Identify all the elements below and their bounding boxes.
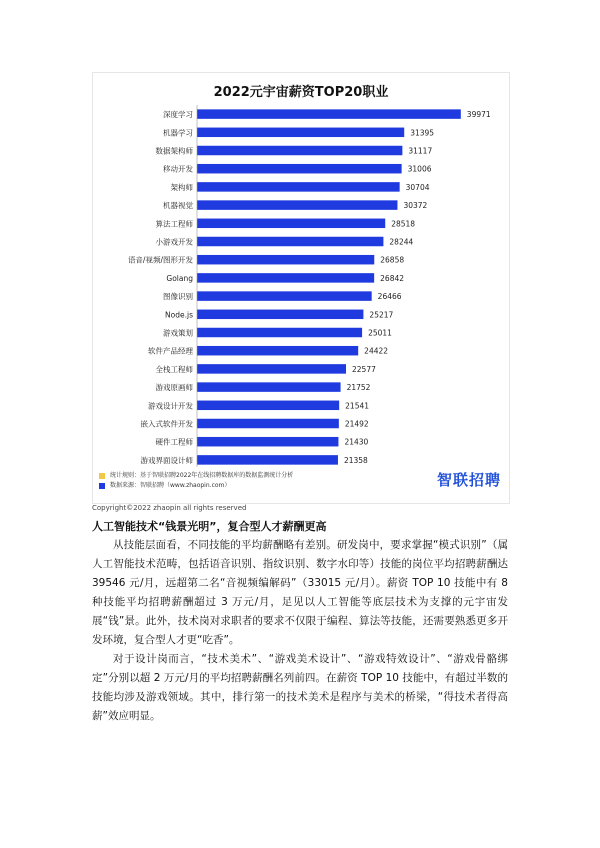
- legend-swatch-rule: [99, 473, 105, 479]
- data-label: 30372: [403, 201, 428, 211]
- data-label: 24422: [364, 346, 389, 356]
- bar: [197, 128, 404, 138]
- data-label: 21430: [344, 437, 369, 447]
- data-label: 21541: [345, 401, 370, 411]
- data-label: 22577: [352, 364, 376, 374]
- bar: [197, 455, 338, 465]
- article-paragraph-1: 从技能层面看，不同技能的平均薪酬略有差别。研发岗中，要求掌握“模式识别”（属人工智能技术范畴，包括语音识别、指纹识别、数字水印等）技能的岗位平均招聘薪酬达 39546 元/月，远超第二名“音视频编解码”（33015 元/月）。薪资 TOP 10 技能中有 8 种技能平均招聘薪酬超过 3 万元/月，足见以人工智能等底层技术为支撑的元宇宙发展“钱”景。此外，技术岗对求职者的要求不仅限于编程、算法等技能，还需要熟悉更多开发环境，复合型人才更“吃香”。: [92, 539, 508, 646]
- category-label: 游戏设计开发: [148, 401, 193, 411]
- category-label: 机器学习: [163, 128, 193, 138]
- bar: [197, 382, 341, 392]
- article-body: [92, 518, 508, 726]
- data-label: 28518: [391, 219, 416, 229]
- bar: [197, 291, 372, 301]
- category-label: Golang: [166, 273, 193, 283]
- legend-text-source: 数据来源：智联招聘（www.zhaopin.com）: [110, 482, 231, 489]
- category-label: 游戏策划: [163, 328, 193, 338]
- data-label: 26466: [377, 292, 402, 302]
- data-label: 39971: [466, 110, 491, 120]
- chart-figure: [92, 72, 510, 504]
- bar: [197, 273, 374, 283]
- bar: [197, 219, 385, 229]
- category-label: 架构师: [170, 182, 193, 192]
- chart-legend: [99, 471, 293, 491]
- legend-item-source: [99, 481, 293, 491]
- article-heading: 人工智能技术“钱景光明”，复合型人才薪酬更高: [92, 520, 327, 533]
- copyright-text: Copyright©2022 zhaopin all rights reserved: [92, 504, 247, 512]
- bar: [197, 328, 362, 338]
- legend-text-rule: 统计规则：基于智联招聘2022年在线招聘数据库的数据监测统计分析: [110, 472, 294, 479]
- category-label: 游戏界面设计师: [140, 455, 193, 465]
- article-paragraph-2: 对于设计岗而言，“技术美术”、“游戏美术设计”、“游戏特效设计”、“游戏骨骼绑定”分别以超 2 万元/月的平均招聘薪酬名列前四。在薪资 TOP 10 技能中，有超过半数的技能均涉及游戏领域。其中，排行第一的技术美术是程序与美术的桥梁，“得技术者得高薪”效应明显。: [92, 653, 508, 722]
- bar: [197, 310, 363, 320]
- category-label: 算法工程师: [155, 219, 193, 229]
- category-label: 嵌入式软件开发: [140, 419, 193, 429]
- bar: [197, 401, 339, 411]
- data-label: 21358: [343, 455, 368, 465]
- category-label: 游戏原画师: [155, 383, 193, 393]
- data-label: 25011: [368, 328, 392, 338]
- data-label: 28244: [389, 237, 414, 247]
- bar: [197, 164, 402, 174]
- category-label: 深度学习: [163, 110, 193, 120]
- chart-title: 2022元宇宙薪资TOP20职业: [213, 85, 389, 100]
- category-label: 软件产品经理: [148, 346, 193, 356]
- data-label: 21492: [344, 419, 369, 429]
- data-label: 31006: [407, 164, 432, 174]
- data-label: 25217: [369, 310, 394, 320]
- category-label: Node.js: [165, 310, 193, 320]
- legend-swatch-source: [99, 483, 105, 489]
- bar: [197, 237, 383, 247]
- bar: [197, 146, 402, 156]
- data-label: 30704: [405, 182, 430, 192]
- category-label: 数据架构师: [155, 146, 193, 156]
- bar: [197, 255, 374, 265]
- category-label: 图像识别: [163, 292, 193, 302]
- data-label: 26842: [380, 273, 405, 283]
- category-label: 移动开发: [163, 164, 193, 174]
- category-label: 小游戏开发: [155, 237, 193, 247]
- zhaopin-logo: 智联招聘: [436, 471, 501, 489]
- category-label: 全栈工程师: [155, 364, 193, 374]
- bar: [197, 182, 400, 192]
- bar: [197, 419, 339, 429]
- data-label: 31117: [408, 146, 433, 156]
- legend-item-rule: [99, 471, 293, 481]
- data-label: 26858: [380, 255, 405, 265]
- bar: [197, 200, 397, 210]
- category-label: 硬件工程师: [155, 437, 193, 447]
- bar: [197, 364, 346, 374]
- category-label: 机器视觉: [163, 201, 193, 211]
- bar-chart: [93, 99, 509, 467]
- category-label: 语音/视频/图形开发: [127, 255, 193, 265]
- bar: [197, 346, 358, 356]
- data-label: 21752: [346, 383, 371, 393]
- bar: [197, 109, 461, 119]
- data-label: 31395: [410, 128, 435, 138]
- bar: [197, 437, 338, 447]
